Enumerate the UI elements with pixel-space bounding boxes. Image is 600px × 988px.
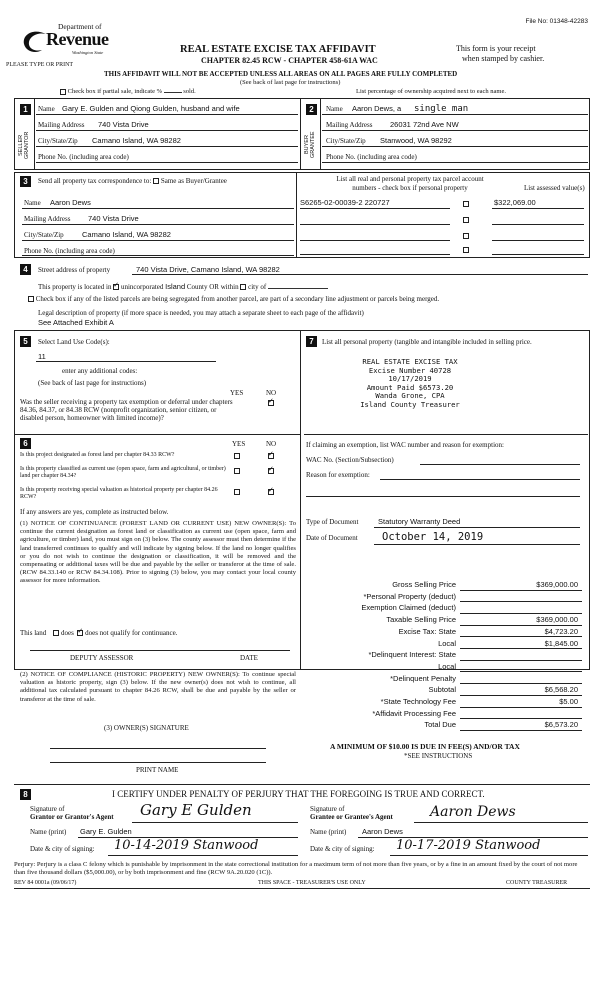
grantor-name-print[interactable]: Gary E. Gulden: [80, 827, 132, 836]
calc-value[interactable]: $5.00: [559, 697, 578, 706]
forest-no-checkbox[interactable]: [268, 453, 274, 459]
exemption-no-checkbox[interactable]: [268, 400, 274, 406]
calc-value[interactable]: $6,573.20: [544, 720, 578, 730]
street-address-label: Street address of property: [38, 266, 111, 274]
calc-label: Local: [438, 661, 456, 671]
legal-description-value[interactable]: See Attached Exhibit A: [38, 318, 114, 327]
current-use-yes-checkbox[interactable]: [234, 468, 240, 474]
file-number: File No: 01348-42283: [525, 18, 588, 25]
seller-phone-label: Phone No. (including area code): [38, 153, 129, 161]
unincorporated-checkbox[interactable]: [113, 284, 119, 290]
segregated-row: [28, 295, 439, 303]
section-2-number: 2: [306, 104, 317, 115]
calc-value[interactable]: $4,723.20: [544, 626, 578, 636]
see-back-header: (See back of last page for instructions): [240, 79, 341, 86]
treasurer-use-only: THIS SPACE - TREASURER'S USE ONLY: [258, 880, 366, 886]
notice-of-continuance: (1) NOTICE OF CONTINUANCE (FOREST LAND OR CURRENT USE) NEW OWNER(S): To continue the current designation as forest land or classification as current use (open space, farm and agriculture, or timber) land, you must sign on (3) below. The county assessor must then determine if the land transferred continues to qualify and will indicate by signing below. If the land no longer qualifies or you do not wish to continue the designation or classification, it will be removed and the compensating or additional taxes will be due and payable by the seller or transferor at the time of sale. (RCW 84.33.140 or RCW 84.34.108). Prior to signing (3) below, you may contact your local county assessor for more information.: [20, 520, 296, 585]
does-not-label: does not: [85, 629, 109, 637]
doc-type-value[interactable]: Statutory Warranty Deed: [378, 517, 461, 526]
buyer-mailing-label: Mailing Address: [326, 121, 373, 129]
calc-underline: [460, 636, 582, 637]
buyer-phone-label: Phone No. (including area code): [326, 153, 417, 161]
buyer-city-value[interactable]: Stanwood, WA 98292: [380, 136, 452, 145]
calc-label: Gross Selling Price: [392, 580, 456, 589]
calc-underline: [460, 648, 582, 649]
historical-question: Is this property receiving special valuation as historical property per chapter 84.26 RCW?: [20, 487, 218, 500]
buyer-city-label: City/State/Zip: [326, 137, 366, 145]
stamp-line-5: Wanda Grone, CPA: [375, 391, 445, 401]
does-not-checkbox[interactable]: [77, 630, 83, 636]
land-use-label: Select Land Use Code(s):: [38, 338, 110, 346]
calc-label: Subtotal: [428, 685, 456, 695]
historical-no-checkbox[interactable]: [268, 489, 274, 495]
minimum-fee-note: A MINIMUM OF $10.00 IS DUE IN FEE(S) AND/OR TAX: [330, 742, 520, 751]
stamp-line-1: REAL ESTATE EXCISE TAX: [362, 357, 458, 366]
forest-yes-checkbox[interactable]: [234, 453, 240, 459]
receipt-line-2: when stamped by cashier.: [462, 54, 545, 63]
s6-yes-header: YES: [232, 440, 246, 448]
section-3-number: 3: [20, 176, 31, 187]
exemption-question: Was the seller receiving a property tax exemption or deferral under chapters 84.36, 84.37, or 84.38 RCW (nonprofit organization, senior citizen, or disabled person, homeowner with limited income)?: [20, 398, 233, 422]
personal-property-label: List all personal property (tangible and intangible included in selling price.: [322, 338, 532, 346]
land-use-value[interactable]: 11: [38, 352, 46, 361]
additional-codes-label: enter any additional codes:: [62, 367, 138, 375]
calc-label: *Delinquent Interest: State: [368, 650, 456, 660]
calc-underline: [460, 625, 582, 626]
assessed-value[interactable]: $322,069.00: [494, 198, 536, 207]
calc-value[interactable]: $6,568.20: [544, 685, 578, 695]
treasurer-stamp: [330, 358, 490, 410]
does-label: does: [61, 629, 74, 637]
buyer-name-value[interactable]: Aaron Dews, a: [352, 104, 402, 113]
calc-underline: [460, 613, 582, 614]
calc-underline: [460, 707, 582, 708]
historical-yes-checkbox[interactable]: [234, 489, 240, 495]
grantee-name-print-label: Name (print): [310, 828, 347, 836]
calc-label: Local: [438, 638, 456, 648]
seller-mailing-value[interactable]: 740 Vista Drive: [98, 120, 149, 129]
corr-name-label: Name: [24, 199, 41, 207]
qualify-label: qualify for continuance.: [110, 629, 178, 637]
section-1-number: 1: [20, 104, 31, 115]
same-as-buyer-checkbox[interactable]: [153, 178, 159, 184]
section-5-number: 5: [20, 336, 31, 347]
see-instructions: *SEE INSTRUCTIONS: [404, 752, 473, 760]
grantee-signature[interactable]: Aaron Dews: [430, 804, 516, 820]
located-in: [38, 282, 328, 291]
calc-underline: [460, 730, 582, 731]
partial-sale: [60, 88, 196, 95]
grantor-date-city[interactable]: 10-14-2019 Stanwood: [114, 838, 259, 853]
parcel-1-personal-checkbox[interactable]: [463, 201, 469, 207]
grantor-signature[interactable]: Gary E Gulden: [140, 801, 252, 819]
buyer-name-label: Name: [326, 105, 343, 113]
calc-label: Total Due: [424, 720, 456, 730]
stamp-line-3: 10/17/2019: [388, 374, 432, 384]
wac-label: WAC No. (Section/Subsection): [306, 456, 394, 464]
seller-mailing-label: Mailing Address: [38, 121, 85, 129]
city-checkbox[interactable]: [240, 284, 246, 290]
segregated-label: Check box if any of the listed parcels are being segregated from another parcel, are part of a secondary line adjustment or parcels being merged.: [35, 295, 440, 303]
claim-exemption-label: If claiming an exemption, list WAC number and reason for exemption:: [306, 441, 504, 449]
form-revision: REV 84 0001a (09/06/17): [14, 880, 77, 886]
calc-label: Exemption Claimed (deduct): [361, 603, 456, 613]
grantee-name-print[interactable]: Aaron Dews: [362, 827, 403, 836]
form-title: REAL ESTATE EXCISE TAX AFFIDAVIT: [180, 44, 376, 55]
corr-city-value[interactable]: Camano Island, WA 98282: [82, 230, 171, 239]
current-use-question: Is this property classified as current use (open space, farm and agricultural, or timber) land per chapter 84.34?: [20, 466, 226, 479]
legal-description-label: Legal description of property (if more space is needed, you may attach a separate sheet to each page of the affidavit): [38, 309, 364, 317]
calc-underline: [460, 590, 582, 591]
does-checkbox[interactable]: [53, 630, 59, 636]
deputy-assessor-label: DEPUTY ASSESSOR: [70, 654, 134, 662]
calc-underline: [460, 695, 582, 696]
parcel-number-value[interactable]: S6265-02-00039-2 220727: [300, 198, 390, 207]
calc-underline: [460, 660, 582, 661]
continuance-row: [20, 629, 177, 637]
grantor-sig-label-b: Grantor or Grantor's Agent: [30, 813, 114, 821]
assessor-date-label: DATE: [240, 654, 258, 662]
section-4-number: 4: [20, 264, 31, 275]
s5-no-header: NO: [266, 389, 277, 397]
certify-statement: I CERTIFY UNDER PENALTY OF PERJURY THAT THE FOREGOING IS TRUE AND CORRECT.: [112, 789, 485, 799]
land-use-see-back: (See back of last page for instructions): [38, 379, 147, 387]
calc-label: *Affidavit Processing Fee: [372, 708, 456, 718]
seller-name-label: Name: [38, 105, 55, 113]
stamp-line-6: Island County Treasurer: [360, 399, 460, 409]
same-as-buyer-label: Same as Buyer/Grantee: [160, 177, 227, 185]
print-name-label: PRINT NAME: [136, 766, 179, 774]
calc-underline: [460, 683, 582, 684]
calc-label: *Personal Property (deduct): [363, 591, 456, 601]
seller-name-value[interactable]: Gary E. Gulden and Qiong Gulden, husband and wife: [62, 104, 240, 113]
s6-no-header: NO: [266, 440, 277, 448]
grantee-date-city[interactable]: 10-17-2019 Stanwood: [396, 838, 541, 853]
doc-date-label: Date of Document: [306, 534, 358, 542]
calc-value[interactable]: $369,000.00: [536, 580, 578, 589]
county-value[interactable]: Island: [165, 282, 186, 291]
partial-sale-label: Check box if partial sale, indicate %: [67, 88, 163, 95]
seller-city-label: City/State/Zip: [38, 137, 78, 145]
parcel-header-1: List all real and personal property tax parcel account: [336, 175, 484, 183]
logo-dept: Department of: [58, 22, 102, 31]
reason-label: Reason for exemption:: [306, 471, 370, 479]
corr-name-value[interactable]: Aaron Dews: [50, 198, 91, 207]
parcel-header-2: numbers - check box if personal property: [352, 184, 468, 192]
county-or-label: County OR within: [186, 283, 239, 291]
county-treasurer-label: COUNTY TREASURER: [506, 880, 568, 886]
logo-name: Revenue: [46, 29, 109, 49]
street-address-value[interactable]: 740 Vista Drive, Camano Island, WA 98282: [136, 265, 280, 274]
calc-underline: [460, 671, 582, 672]
parcel-2-personal-checkbox[interactable]: [463, 217, 469, 223]
calc-underline: [460, 718, 582, 719]
notice-of-compliance: (2) NOTICE OF COMPLIANCE (HISTORIC PROPERTY) NEW OWNER(S): To continue special valuation as historic property, sign (3) below. If the new owner(s) does not wish to continue, all additional tax calculated pursuant to chapter 84.26 RCW, shall be due and payable by the seller or transferor at the time of sale.: [20, 671, 296, 703]
doc-date-value[interactable]: October 14, 2019: [382, 531, 484, 543]
please-type: PLEASE TYPE OR PRINT: [6, 62, 74, 68]
parcel-4-personal-checkbox[interactable]: [463, 247, 469, 253]
section-8-number: 8: [20, 789, 31, 800]
this-land-label: This land: [20, 629, 47, 637]
calc-value[interactable]: $369,000.00: [536, 615, 578, 625]
s5-yes-header: YES: [230, 389, 244, 397]
calc-label: *Delinquent Penalty: [390, 673, 456, 683]
parcel-3-personal-checkbox[interactable]: [463, 233, 469, 239]
send-correspondence-label: Send all property tax correspondence to:: [38, 177, 152, 185]
calc-value[interactable]: $1,845.00: [544, 638, 578, 648]
stamp-line-2: Excise Number 40728: [368, 365, 452, 375]
receipt-line-1: This form is your receipt: [456, 44, 536, 53]
partial-sale-checkbox[interactable]: [60, 89, 66, 95]
seller-city-value[interactable]: Camano Island, WA 98282: [92, 136, 181, 145]
calc-label: Taxable Selling Price: [386, 615, 456, 625]
dor-logo: [16, 22, 126, 62]
located-label: This property is located in: [38, 283, 112, 291]
tax-correspondence: [38, 177, 227, 185]
corr-mailing-label: Mailing Address: [24, 215, 71, 223]
grantee-date-label: Date & city of signing:: [310, 845, 375, 853]
city-field[interactable]: [268, 288, 328, 289]
logo-state: Washington State: [72, 50, 104, 55]
seller-grantor-label: SELLER GRANTOR: [18, 131, 30, 159]
ownership-note: List percentage of ownership acquired next to each name.: [356, 88, 506, 95]
buyer-name-typed: single man: [414, 104, 469, 114]
doc-type-label: Type of Document: [306, 518, 359, 526]
forest-land-question: Is this project designated as forest land per chapter 84.33 RCW?: [20, 452, 175, 458]
stamp-line-4: Amount Paid $6573.20: [366, 382, 454, 392]
grantor-name-print-label: Name (print): [30, 828, 67, 836]
section-6-number: 6: [20, 438, 31, 449]
partial-percent-field[interactable]: [164, 92, 182, 93]
current-use-no-checkbox[interactable]: [268, 468, 274, 474]
corr-mailing-value[interactable]: 740 Vista Drive: [88, 214, 139, 223]
if-yes-note: If any answers are yes, complete as instructed below.: [20, 508, 169, 516]
buyer-mailing-value[interactable]: 26031 72nd Ave NW: [390, 120, 459, 129]
buyer-grantee-label: BUYER GRANTEE: [304, 131, 316, 159]
grantor-date-label: Date & city of signing:: [30, 845, 95, 853]
assessed-header: List assessed value(s): [524, 184, 585, 192]
grantee-sig-label-a: Signature of: [310, 805, 345, 813]
form-chapter: CHAPTER 82.45 RCW - CHAPTER 458-61A WAC: [201, 56, 378, 65]
city-of-label: city of: [248, 283, 267, 291]
calc-label: *State Technology Fee: [380, 697, 456, 706]
grantor-sig-label-a: Signature of: [30, 805, 65, 813]
owner-signature-label: (3) OWNER(S) SIGNATURE: [104, 724, 189, 732]
grantee-sig-label-b: Grantee or Grantee's Agent: [310, 813, 393, 821]
perjury-statement: Perjury: Perjury is a class C felony which is punishable by imprisonment in the state correctional institution for a maximum term of not more than five years, or by a fine in an amount fixed by the court of not more than five thousand dollars ($5,000.00), or by both imprisonment and fine (RCW 9A.20.020 (1C)).: [14, 861, 578, 877]
partial-sold: sold.: [183, 88, 196, 95]
segregated-checkbox[interactable]: [28, 296, 34, 302]
calc-label: Excise Tax: State: [398, 626, 456, 636]
unincorporated-label: unincorporated: [120, 283, 164, 291]
corr-phone-label: Phone No. (including area code): [24, 247, 115, 255]
section-7-number: 7: [306, 336, 317, 347]
form-warning: THIS AFFIDAVIT WILL NOT BE ACCEPTED UNLESS ALL AREAS ON ALL PAGES ARE FULLY COMPLETED: [104, 70, 458, 78]
corr-city-label: City/State/Zip: [24, 231, 64, 239]
calc-underline: [460, 601, 582, 602]
